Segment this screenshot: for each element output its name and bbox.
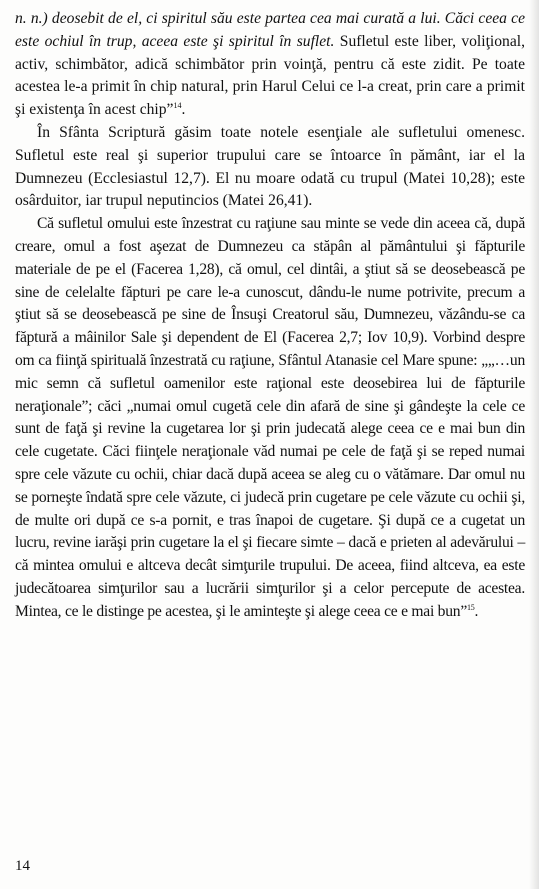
paragraph-2: În Sfânta Scriptură găsim toate notele esenţiale ale sufletului omenesc. Sufletul este real şi superior trupului care se întoarce în pământ, iar el la Dumnezeu (Ecclesiastul 12,7). El nu moare odată cu trupul (Matei 10,28); este osârduitor, iar trupul neputincios (Matei 26,41). — [15, 123, 525, 210]
paragraph-1: n. n.) deosebit de el, ci spiritul său este partea cea mai curată a lui. Căci ceea ce este ochiul în trup, aceea este şi spiritul în suflet. Sufletul este liber, voliţional, activ, schimbător, adică schimbător prin voinţă, pentru că este zidit. Pe toate acestea le-a primit în chip natural, prin Harul Celui ce l-a creat, prin care a primit şi existenţa în acest chip”$^{14}$. — [15, 10, 526, 119]
body-text — [15, 8, 525, 624]
page-number: 14 — [15, 858, 30, 874]
page-edge-shadow — [529, 0, 539, 889]
paragraph-1-text: Sufletul este liber, voliţional, activ, schimbător, adică schimbător prin voinţă, pentru că este zidit. Pe toate acestea le-a primit în chip natural, prin Harul Celui ce l-a creat, prin care a primit şi existenţa în acest chip” — [15, 32, 526, 119]
paragraph-3: Că sufletul omului este înzestrat cu raţiune sau minte se vede din aceea că, după creare, omul a fost aşezat de Dumnezeu ca stăpân al pământului şi făpturile materiale de pe el (Facerea 1,28), că omul, cel dintâi, a ştiut să se deosebească pe sine de celelalte făpturi pe care le-a cunoscut, dându-le nume potrivite, precum a ştiut să se deosebească pe sine de Însuşi Creatorul său, Dumnezeu, văzându-se ca făptură a mâinilor Sale şi dependent de El (Facerea 2,7; Iov 10,9). Vorbind despre om ca fiinţă spirituală înzestrată cu raţiune, Sfântul Atanasie cel Mare spune: „„…un mic semn că sufletul oamenilor este raţional este deosebirea lui de făpturile neraţionale”; căci „numai omul cugetă cele din afară de sine şi gândeşte la cele ce sunt de faţă şi revine la cugetarea lor şi prin judecată alege ceea ce e mai bun din cele cugetate. Căci fiinţele neraţionale văd numai pe cele de faţă şi se reped numai spre cele văzute cu ochii, chiar dacă după aceea se aleg cu o vătămare. Dar omul nu se porneşte îndată spre cele văzute, ci judecă prin cugetare pe cele văzute cu ochii şi, de multe ori după ce s-a pornit, e tras înapoi de cugetare. Şi după ce a cugetat un lucru, revine iarăşi prin cugetare la el şi fiecare simte – dacă e prieten al adevărului – că mintea omului e altceva decât simţurile trupului. De aceea, fiind altceva, ea este judecătoarea simţurilor sau a lucrării simţurilor şi a celor percepute de acestea. Mintea, ce le distinge pe acestea, şi le aminteşte şi alege ceea ce e mai bun”$^{15}$. — [15, 215, 525, 620]
footnote-marker-14: 14 — [173, 101, 182, 111]
paragraph-3-text: Că sufletul omului este înzestrat cu raţiune sau minte se vede din aceea că, după creare, omul a fost aşezat de Dumnezeu ca stăpân al pământului şi făpturile materiale de pe el (Facerea 1,28), că omul, cel dintâi, a ştiut să se deosebească pe sine de celelalte făpturi pe care le-a cunoscut, dându-le nume potrivite, precum a ştiut să se deosebească pe sine de Însuşi Creatorul său, Dumnezeu, văzându-se ca făptură a mâinilor Sale şi dependent de El (Facerea 2,7; Iov 10,9). Vorbind despre om ca fiinţă spirituală înzestrată cu raţiune, Sfântul Atanasie cel Mare spune: „„…un mic semn că sufletul oamenilor este raţional este deosebirea lui de făpturile neraţionale”; căci „numai omul cugetă cele din afară de sine şi gândeşte la cele ce sunt de faţă şi revine la cugetarea lor şi prin judecată alege ceea ce e mai bun din cele cugetate. Căci fiinţele neraţionale văd numai pe cele de faţă şi se reped numai spre cele văzute cu ochii, chiar dacă după aceea se aleg cu o vătămare. Dar omul nu se porneşte îndată spre cele văzute, ci judecă prin cugetare pe cele văzute cu ochii şi, de multe ori după ce s-a pornit, e tras înapoi de cugetare. Şi după ce a cugetat un lucru, revine iarăşi prin cugetare la el şi fiecare simte – dacă e prieten al adevărului – că mintea omului e altceva decât simţurile trupului. De aceea, fiind altceva, ea este judecătoarea simţurilor sau a lucrării simţurilor şi a celor percepute de acestea. Mintea, ce le distinge pe acestea, şi le aminteşte şi alege ceea ce e mai bun” — [15, 215, 525, 620]
italic-quote: n. n.) deosebit de el, ci spiritul său este partea cea mai curată a lui. Căci ceea ce este ochiul în trup, aceea este şi spiritul în suflet. — [15, 10, 525, 50]
footnote-marker-15: 15 — [467, 602, 475, 612]
